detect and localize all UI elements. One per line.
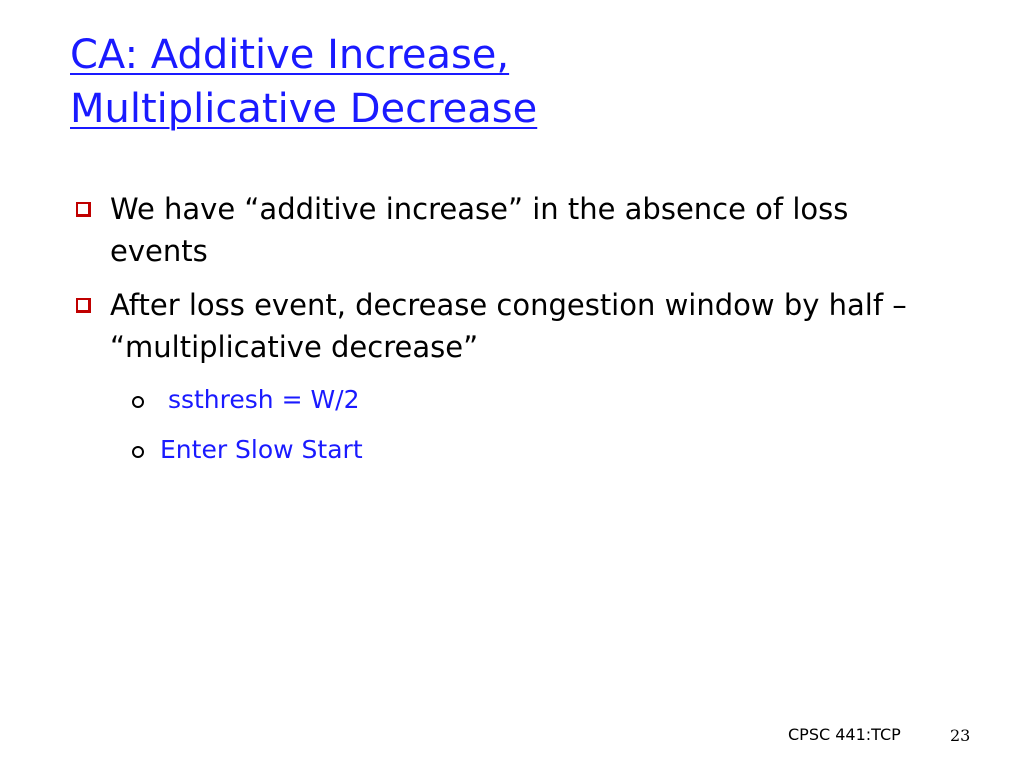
footer-course-label: CPSC 441:TCP xyxy=(788,725,901,744)
bullet-text: We have “additive increase” in the absence of loss events xyxy=(110,192,849,268)
bullet-text: After loss event, decrease congestion window by half – “multiplicative decrease” xyxy=(110,288,907,364)
sub-bullet-list xyxy=(72,380,952,470)
bullet-item-multiplicative-decrease xyxy=(72,284,952,368)
sub-bullet-text: Enter Slow Start xyxy=(160,435,363,464)
page-number: 23 xyxy=(950,726,971,745)
sub-bullet-text: ssthresh = W/2 xyxy=(160,385,360,414)
hollow-circle-bullet-icon xyxy=(132,396,144,408)
bullet-list xyxy=(72,188,952,480)
hollow-square-bullet-icon xyxy=(76,202,91,217)
title-line-2: Multiplicative Decrease xyxy=(70,86,538,132)
title-line-1: CA: Additive Increase, xyxy=(70,32,510,78)
bullet-item-additive-increase xyxy=(72,188,952,272)
hollow-square-bullet-icon xyxy=(76,298,91,313)
sub-bullet-enter-slow-start xyxy=(132,430,952,470)
slide-title xyxy=(70,28,537,136)
hollow-circle-bullet-icon xyxy=(132,446,144,458)
sub-bullet-ssthresh xyxy=(132,380,952,420)
